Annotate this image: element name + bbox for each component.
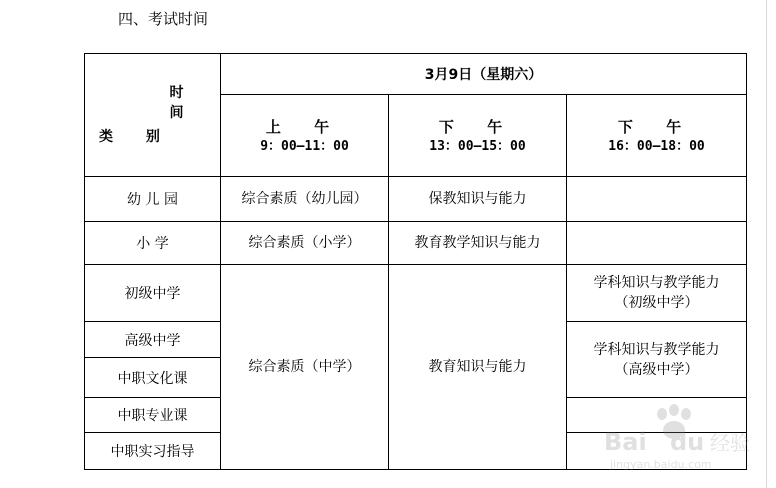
exam-date: 3月9日（星期六）: [221, 54, 747, 95]
cell-middle-afternoon1: 教育知识与能力: [389, 265, 567, 470]
cell-primary-morning: 综合素质（小学）: [221, 222, 389, 265]
cell-kindergarten-afternoon2: [567, 177, 747, 222]
table-row: [85, 177, 747, 222]
category-primary: 小 学: [85, 222, 221, 265]
time-label: 时 间: [169, 85, 198, 121]
cell-line: （高级中学）: [614, 361, 699, 378]
slot-time: 16：00—18：00: [608, 138, 705, 154]
cell-line: 学科知识与教学能力: [593, 275, 720, 291]
cell-junior-afternoon2: [567, 265, 747, 322]
slot-time: 13：00—15：00: [429, 138, 526, 154]
section-heading: 四、考试时间: [118, 10, 209, 28]
slot-time: 9：00—11：00: [260, 138, 349, 154]
category-kindergarten: 幼 儿 园: [85, 177, 221, 222]
table-row: [85, 222, 747, 265]
slot-afternoon-1: [389, 95, 567, 177]
slot-afternoon-2: [567, 95, 747, 177]
slot-name: 上 午: [265, 117, 344, 136]
slot-name: 下 午: [438, 117, 517, 136]
page-border: [766, 0, 767, 488]
cell-senior-afternoon2: [567, 322, 747, 398]
category-senior-middle: 高级中学: [85, 322, 221, 358]
svg-text:du: du: [670, 428, 705, 456]
cell-primary-afternoon2: [567, 222, 747, 265]
table-row: [85, 54, 747, 95]
category-vocational-major: 中职专业课: [85, 398, 221, 433]
svg-text:jingyan.baidu.com: jingyan.baidu.com: [610, 458, 712, 471]
cell-kindergarten-afternoon1: 保教知识与能力: [389, 177, 567, 222]
svg-text:经验: 经验: [710, 431, 750, 455]
exam-schedule-table: [84, 53, 747, 470]
category-vocational-practice: 中职实习指导: [85, 433, 221, 470]
cell-primary-afternoon1: 教育教学知识与能力: [389, 222, 567, 265]
table-row: [85, 265, 747, 322]
cell-kindergarten-morning: 综合素质（幼儿园）: [221, 177, 389, 222]
cell-middle-morning: 综合素质（中学）: [221, 265, 389, 470]
category-vocational-culture: 中职文化课: [85, 358, 221, 398]
cell-vocational-major-afternoon2: [567, 398, 747, 433]
category-label: 类 别: [99, 129, 174, 145]
cell-line: 学科知识与教学能力: [593, 341, 720, 358]
slot-morning: [221, 95, 389, 177]
cell-vocational-practice-afternoon2: [567, 433, 747, 470]
svg-text:Bai: Bai: [604, 428, 647, 456]
header-corner-cell: [85, 54, 221, 177]
category-junior-middle: 初级中学: [85, 265, 221, 322]
slot-name: 下 午: [617, 117, 696, 136]
cell-line: （初级中学）: [614, 295, 699, 311]
